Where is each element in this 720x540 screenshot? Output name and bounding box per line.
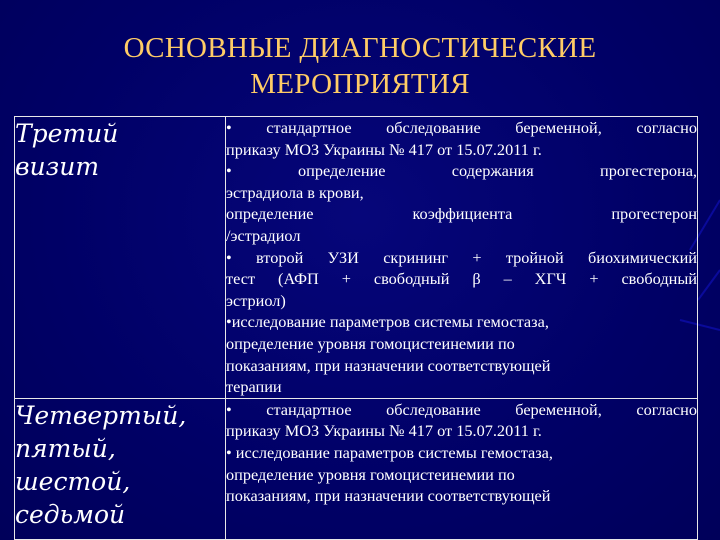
- measure-line: тест (АФП + свободный β – ХГЧ + свободный: [226, 269, 697, 289]
- measure-line: эстриол): [226, 290, 286, 310]
- slide-title-line-2: МЕРОПРИЯТИЯ: [250, 68, 470, 100]
- visit-label-line: Третий: [15, 119, 119, 148]
- measure-line: определение уровня гомоцистеинемии по: [226, 464, 515, 484]
- measure-line: приказу МОЗ Украины № 417 от 15.07.2011 г.: [226, 139, 542, 159]
- measure-line: эстрадиола в крови,: [226, 182, 364, 202]
- measure-line: показаниям, при назначении соответствующей: [226, 355, 551, 375]
- measure-line: терапии: [226, 377, 282, 397]
- visit-label-line: Четвертый,: [15, 400, 187, 430]
- measure-line: • исследование параметров системы гемостаза,: [226, 442, 553, 462]
- measures-cell: [226, 398, 698, 539]
- measure-line: • второй УЗИ скрининг + тройной биохимический: [226, 247, 697, 267]
- measures-cell: [226, 117, 698, 399]
- measure-line: приказу МОЗ Украины № 417 от 15.07.2011 г.: [226, 421, 542, 441]
- measure-line: • стандартное обследование беременной, согласно: [226, 399, 697, 419]
- visit-label-line: пятый,: [15, 433, 116, 463]
- measure-line: определение уровня гомоцистеинемии по: [226, 333, 515, 353]
- measure-line: определение коэффициента прогестерон: [226, 204, 697, 224]
- slide-title-line-1: ОСНОВНЫЕ ДИАГНОСТИЧЕСКИЕ: [123, 32, 597, 64]
- visit-label-line: визит: [15, 152, 100, 181]
- visit-label-cell: [15, 117, 226, 399]
- measure-line: •исследование параметров системы гемостаза,: [226, 312, 549, 332]
- measure-line: • стандартное обследование беременной, согласно: [226, 118, 697, 137]
- table-row: [15, 398, 698, 539]
- table-row: [15, 117, 698, 399]
- visit-label-line: шестой,: [15, 466, 131, 496]
- visit-label-line: седьмой: [15, 499, 126, 529]
- measure-line: показаниям, при назначении соответствующей: [226, 486, 551, 506]
- measure-line: • определение содержания прогестерона,: [226, 161, 697, 181]
- slide-title: [0, 30, 720, 102]
- measure-line: /эстрадиол: [226, 225, 301, 245]
- diagnostic-table: [14, 116, 698, 540]
- visit-label-cell: [15, 398, 226, 539]
